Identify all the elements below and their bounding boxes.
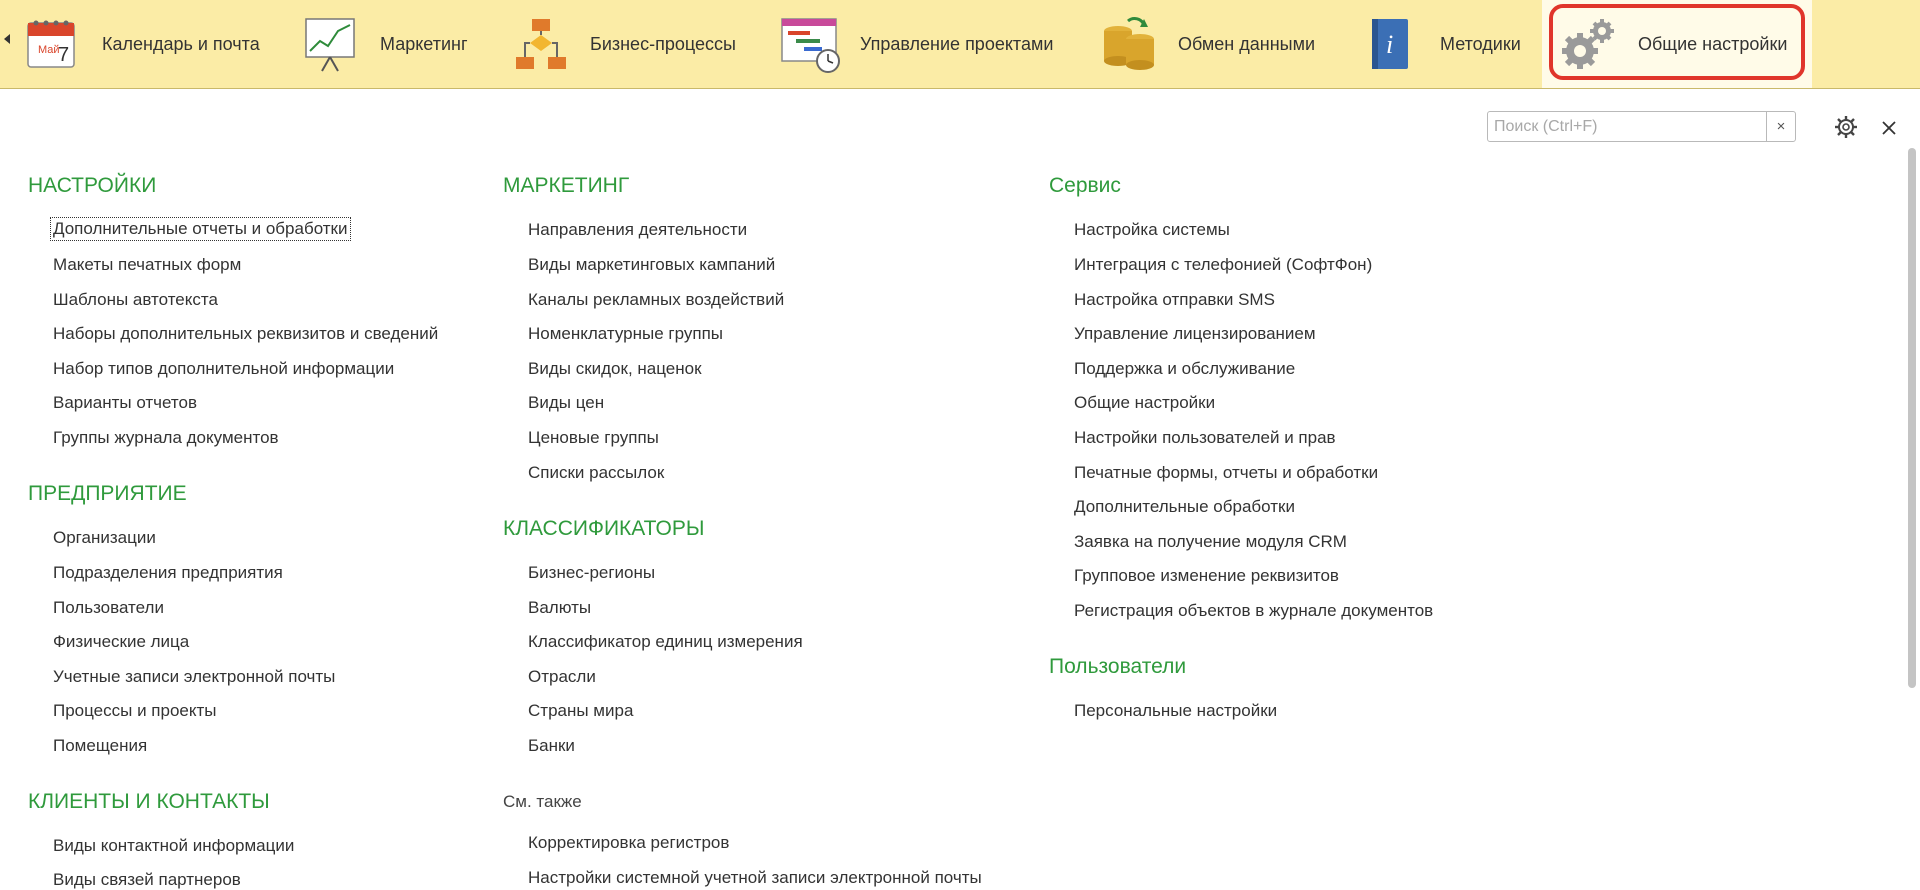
menu-item[interactable]: Интеграция с телефонией (СофтФон) — [1074, 255, 1373, 274]
menu-item[interactable]: Каналы рекламных воздействий — [528, 290, 785, 309]
group-heading-settings: НАСТРОЙКИ — [28, 174, 157, 197]
section-label: Методики — [1440, 33, 1521, 54]
menu-item[interactable]: Виды маркетинговых кампаний — [528, 255, 776, 274]
menu-item[interactable]: Набор типов дополнительной информации — [53, 359, 395, 378]
menu-item[interactable]: Дополнительные отчеты и обработки — [53, 219, 348, 238]
menu-item[interactable]: Помещения — [53, 736, 148, 755]
group-heading-users: Пользователи — [1049, 655, 1187, 678]
clear-search-button[interactable]: × — [1766, 112, 1795, 141]
menu-item[interactable]: Группы журнала документов — [53, 428, 279, 447]
menu-item[interactable]: Направления деятельности — [528, 220, 748, 239]
svg-text:7: 7 — [58, 44, 70, 66]
flowchart-icon — [510, 13, 572, 75]
close-icon[interactable] — [1878, 117, 1900, 139]
menu-item[interactable]: Групповое изменение реквизитов — [1074, 566, 1339, 585]
menu-item[interactable]: Физические лица — [53, 632, 190, 651]
menu-item[interactable]: Банки — [528, 736, 575, 755]
menu-item[interactable]: Ценовые группы — [528, 428, 659, 447]
scroll-left-arrow-icon[interactable] — [4, 34, 10, 44]
menu-item[interactable]: Наборы дополнительных реквизитов и сведений — [53, 324, 439, 343]
vertical-scrollbar[interactable] — [1908, 148, 1916, 688]
group-heading-classifiers: КЛАССИФИКАТОРЫ — [503, 517, 705, 540]
search-box — [1487, 111, 1796, 142]
menu-item[interactable]: Настройка отправки SMS — [1074, 290, 1275, 309]
section-label: Обмен данными — [1178, 33, 1316, 54]
search-input[interactable] — [1488, 112, 1775, 141]
section-project-management[interactable] — [780, 0, 1053, 88]
section-label: Бизнес-процессы — [590, 33, 736, 54]
menu-item[interactable]: Макеты печатных форм — [53, 255, 242, 274]
section-label: Общие настройки — [1638, 33, 1788, 54]
section-marketing[interactable] — [300, 0, 468, 88]
calendar-icon — [22, 13, 84, 75]
sections-panel — [0, 0, 1920, 89]
svg-text:Май: Май — [38, 44, 60, 56]
section-label: Управление проектами — [860, 33, 1054, 54]
menu-item[interactable]: Персональные настройки — [1074, 701, 1278, 720]
info-book-icon — [1360, 13, 1422, 75]
menu-item[interactable]: Пользователи — [53, 598, 164, 617]
menu-item[interactable]: Общие настройки — [1074, 393, 1216, 412]
menu-item[interactable]: Шаблоны автотекста — [53, 290, 218, 309]
menu-item[interactable]: Виды цен — [528, 393, 605, 412]
menu-item[interactable]: Настройка системы — [1074, 220, 1230, 239]
menu-item[interactable]: Дополнительные обработки — [1074, 497, 1295, 516]
menu-item[interactable]: Поддержка и обслуживание — [1074, 359, 1296, 378]
group-heading-marketing: МАРКЕТИНГ — [503, 174, 630, 197]
menu-item[interactable]: Учетные записи электронной почты — [53, 667, 336, 686]
menu-item[interactable]: Корректировка регистров — [528, 833, 730, 852]
section-data-exchange[interactable] — [1098, 0, 1315, 88]
menu-item[interactable]: Виды контактной информации — [53, 836, 295, 855]
active-section-highlight — [1549, 4, 1805, 80]
menu-item[interactable]: Настройки системной учетной записи электронной почты — [528, 868, 982, 887]
menu-item[interactable]: Регистрация объектов в журнале документов — [1074, 601, 1434, 620]
menu-item[interactable]: Заявка на получение модуля CRM — [1074, 532, 1347, 551]
group-heading-service: Сервис — [1049, 174, 1121, 197]
menu-item[interactable]: Процессы и проекты — [53, 701, 217, 720]
database-sync-icon — [1098, 13, 1160, 75]
section-label: Календарь и почта — [102, 33, 260, 54]
menu-item[interactable]: Валюты — [528, 598, 592, 617]
chart-board-icon — [300, 13, 362, 75]
menu-item[interactable]: Виды связей партнеров — [53, 870, 241, 889]
menu-item[interactable]: Бизнес-регионы — [528, 563, 656, 582]
menu-item[interactable]: Печатные формы, отчеты и обработки — [1074, 463, 1379, 482]
section-business-processes[interactable] — [510, 0, 736, 88]
menu-item[interactable]: Номенклатурные группы — [528, 324, 724, 343]
menu-item[interactable]: Виды скидок, наценок — [528, 359, 702, 378]
group-heading-clients-contacts: КЛИЕНТЫ И КОНТАКТЫ — [28, 790, 270, 813]
section-label: Маркетинг — [380, 33, 468, 54]
menu-item[interactable]: Настройки пользователей и прав — [1074, 428, 1336, 447]
svg-text:i: i — [1386, 30, 1394, 59]
settings-gear-icon[interactable] — [1834, 115, 1858, 139]
gantt-clock-icon — [780, 13, 842, 75]
section-calendar-mail[interactable] — [22, 0, 260, 88]
group-heading-see-also: См. также — [503, 792, 582, 811]
group-heading-enterprise: ПРЕДПРИЯТИЕ — [28, 482, 187, 505]
menu-item[interactable]: Подразделения предприятия — [53, 563, 283, 582]
menu-item[interactable]: Страны мира — [528, 701, 634, 720]
menu-item[interactable]: Списки рассылок — [528, 463, 665, 482]
section-methods[interactable] — [1360, 0, 1521, 88]
menu-item[interactable]: Классификатор единиц измерения — [528, 632, 803, 651]
menu-item[interactable]: Управление лицензированием — [1074, 324, 1316, 343]
menu-item[interactable]: Отрасли — [528, 667, 596, 686]
menu-item[interactable]: Варианты отчетов — [53, 393, 198, 412]
menu-item[interactable]: Организации — [53, 528, 156, 547]
